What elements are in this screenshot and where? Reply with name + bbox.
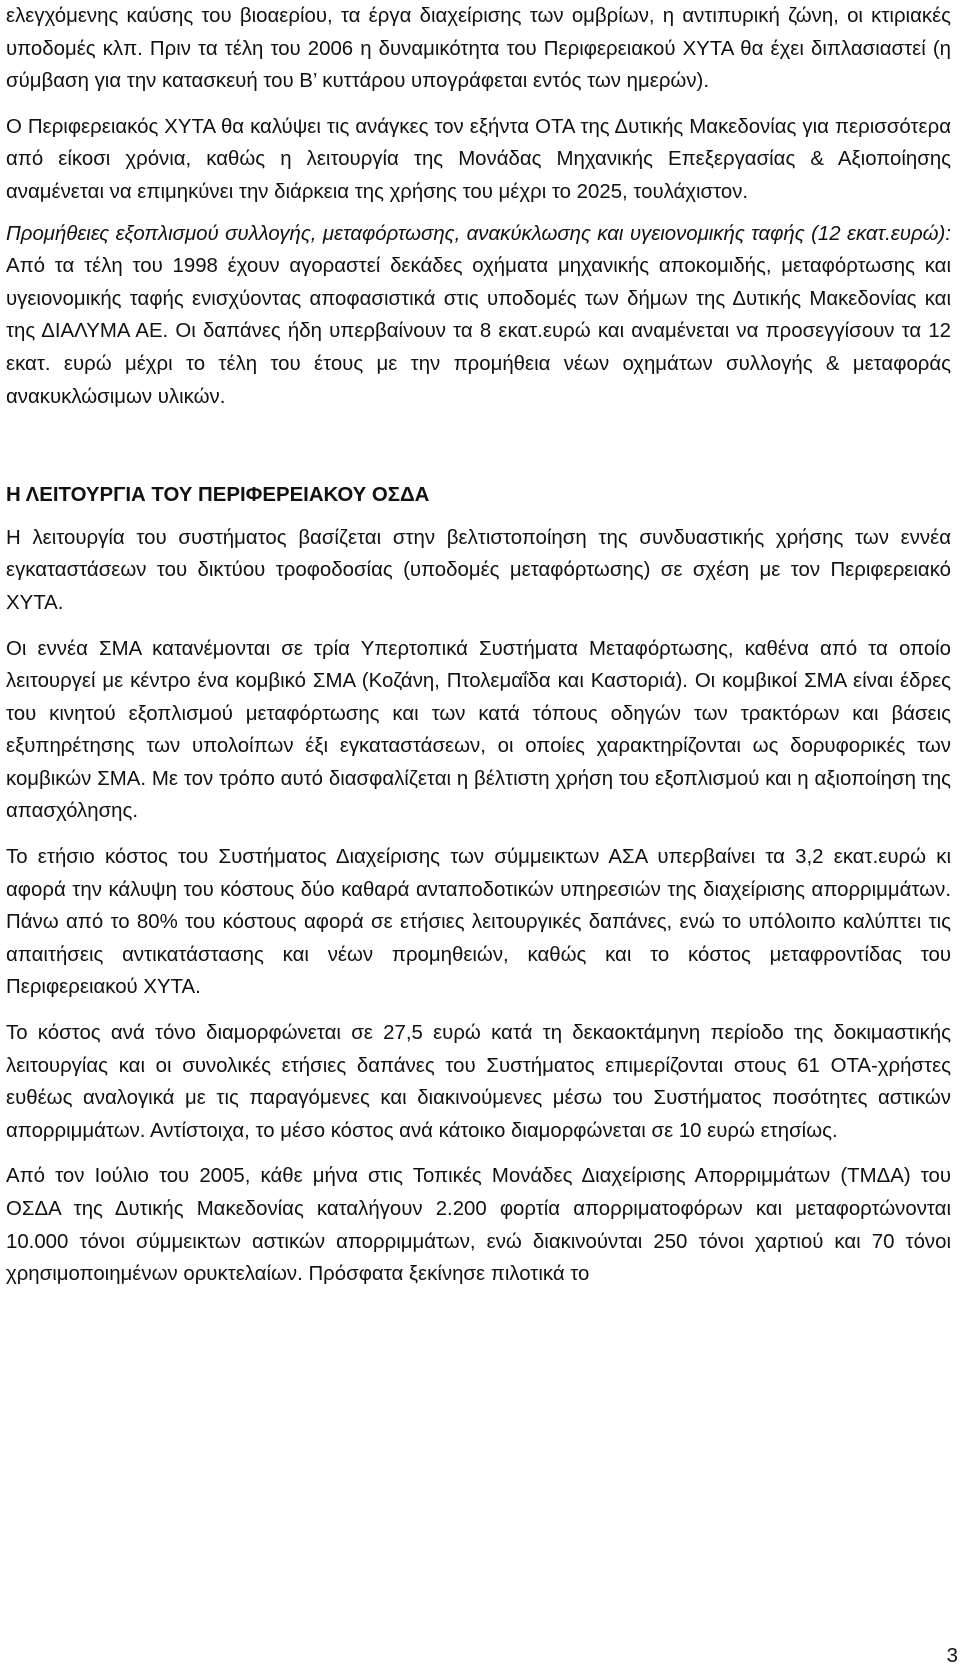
page-number: 3 [946, 1645, 958, 1667]
paragraph-lead-italic: Προμήθειες εξοπλισμού συλλογής, μεταφόρτωσης, ανακύκλωσης και υγειονομικής ταφής (12 εκατ.ευρώ): [6, 222, 951, 245]
paragraph-transfer-stations: Οι εννέα ΣΜΑ κατανέμονται σε τρία Υπερτοπικά Συστήματα Μεταφόρτωσης, καθένα από τα οποίο λειτουργεί με κέντρο ένα κομβικό ΣΜΑ (Κοζάνη, Πτολεμαΐδα και Καστοριά). Οι κομβικοί ΣΜΑ είναι έδρες του κινητού εξοπλισμού μεταφόρτωσης και των κατά τόπους οδηγών των τρακτόρων και βάσεις εξυπηρέτησης των υπολοίπων έξι εγκαταστάσεων, οι οποίες χαρακτηρίζονται ως δορυφορικές των κομβικών ΣΜΑ. Με τον τρόπο αυτό διασφαλίζεται η βέλτιστη χρήση του εξοπλισμού και η αξιοποίηση της απασχόλησης. [6, 637, 951, 823]
paragraph-equipment-procurement [6, 218, 951, 414]
section-heading: Η ΛΕΙΤΟΥΡΓΙΑ ΤΟΥ ΠΕΡΙΦΕΡΕΙΑΚΟΥ ΟΣΔΑ [6, 484, 430, 507]
paragraph-system-operation: Η λειτουργία του συστήματος βασίζεται στην βελτιστοποίηση της συνδυαστικής χρήσης των εννέα εγκαταστάσεων του δικτύου τροφοδοσίας (υποδομές μεταφόρτωσης) σε σχέση με τον Περιφερειακό ΧΥΤΑ. [6, 526, 951, 614]
intro-paragraph: ελεγχόμενης καύσης του βιοαερίου, τα έργα διαχείρισης των ομβρίων, η αντιπυρική ζώνη, οι κτιριακές υποδομές κλπ. Πριν τα τέλη του 2006 η δυναμικότητα του Περιφερειακού ΧΥΤΑ θα έχει διπλασιαστεί (η σύμβαση για την κατασκευή του Β’ κυττάρου υπογράφεται εντός των ημερών). [6, 5, 951, 93]
paragraph-landfill-capacity: Ο Περιφερειακός ΧΥΤΑ θα καλύψει τις ανάγκες τον εξήντα ΟΤΑ της Δυτικής Μακεδονίας για περισσότερα από είκοσι χρόνια, καθώς η λειτουργία της Μονάδας Μηχανικής Επεξεργασίας & Αξιοποίησης αναμένεται να επιμηκύνει την διάρκεια της χρήσης του μέχρι το 2025, τουλάχιστον. [6, 115, 951, 203]
document-page [6, 0, 951, 1291]
paragraph-cost-per-ton: Το κόστος ανά τόνο διαμορφώνεται σε 27,5 ευρώ κατά τη δεκαοκτάμηνη περίοδο της δοκιμαστικής λειτουργίας και οι συνολικές ετήσιες δαπάνες του Συστήματος επιμερίζονται στους 61 ΟΤΑ-χρήστες ευθέως αναλογικά με τις παραγόμενες και διακινούμενες μέσω του Συστήματος ποσότητες αστικών απορριμμάτων. Αντίστοιχα, το μέσο κόστος ανά κάτοικο διαμορφώνεται σε 10 ευρώ ετησίως. [6, 1022, 951, 1142]
paragraph-annual-cost: Το ετήσιο κόστος του Συστήματος Διαχείρισης των σύμμεικτων ΑΣΑ υπερβαίνει τα 3,2 εκατ.ευρώ κι αφορά την κάλυψη του κόστους δύο καθαρά ανταποδοτικών υπηρεσιών της διαχείρισης απορριμμάτων. Πάνω από το 80% του κόστους αφορά σε ετήσιες λειτουργικές δαπάνες, ενώ το υπόλοιπο καλύπτει τις απαιτήσεις αντικατάστασης και νέων προμηθειών, καθώς και το κόστος μεταφροντίδας του Περιφερειακού ΧΥΤΑ. [6, 846, 951, 999]
paragraph-monthly-volumes: Από τον Ιούλιο του 2005, κάθε μήνα στις Τοπικές Μονάδες Διαχείρισης Απορριμμάτων (ΤΜΔΑ) του ΟΣΔΑ της Δυτικής Μακεδονίας καταλήγουν 2.200 φορτία απορριματοφόρων και μεταφορτώνονται 10.000 τόνοι σύμμεικτων αστικών απορριμμάτων, ενώ διακινούνται 250 τόνοι χαρτιού και 70 τόνοι χρησιμοποιημένων ορυκτελαίων. Πρόσφατα ξεκίνησε πιλοτικά το [6, 1165, 951, 1286]
paragraph-body: Από τα τέλη του 1998 έχουν αγοραστεί δεκάδες οχήματα μηχανικής αποκομιδής, μεταφόρτωσης και υγειονομικής ταφής ενισχύοντας αποφασιστικά στις υποδομές των δήμων της Δυτικής Μακεδονίας και της ΔΙΑΛΥΜΑ ΑΕ. Οι δαπάνες ήδη υπερβαίνουν τα 8 εκατ.ευρώ και αναμένεται να προσεγγίσουν τα 12 εκατ. ευρώ μέχρι το τέλη του έτους με την προμήθεια νέων οχημάτων συλλογής & μεταφοράς ανακυκλώσιμων υλικών. [6, 255, 951, 408]
